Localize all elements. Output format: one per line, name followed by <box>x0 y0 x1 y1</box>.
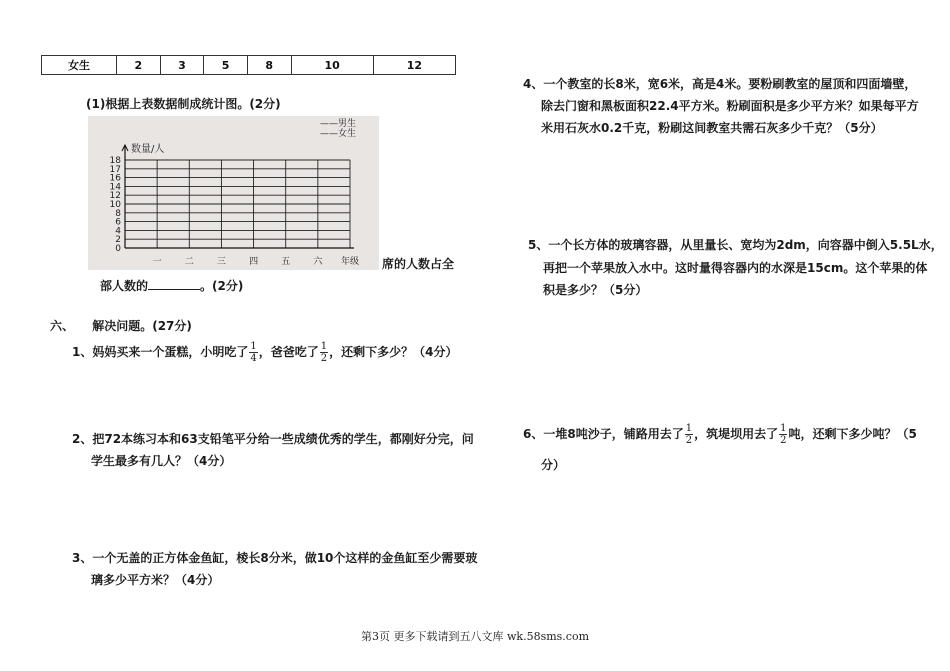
question-3-line-1: 3、一个无盖的正方体金鱼缸，棱长8分米，做10个这样的金鱼缸至少需要玻 <box>72 551 478 565</box>
grid-chart <box>88 116 379 270</box>
answer-blank[interactable] <box>148 277 200 290</box>
question-2-line-2: 学生最多有几人？（4分） <box>91 454 232 468</box>
question-1-text-c: ，还剩下多少？（4分） <box>329 345 458 359</box>
question-2-line-1: 2、把72本练习本和63支铅笔平分给一些成绩优秀的学生，都刚好分完，问 <box>72 432 474 446</box>
question-5r-line-1: 5、一个长方体的玻璃容器，从里量长、宽均为2dm，向容器中倒入5.5L水， <box>528 238 943 252</box>
x-tick-label: 一 <box>152 257 162 267</box>
legend-entry: ——女生 <box>320 129 357 139</box>
y-tick-label: 12 <box>109 191 121 202</box>
question-1 <box>72 340 457 364</box>
fraction-denominator: 4 <box>250 353 257 364</box>
question-5-part-2-a: 部人数的 <box>100 279 149 293</box>
data-table <box>41 55 456 75</box>
x-axis-label: 年级 <box>340 257 360 267</box>
section-6-title: 解决问题。(27分) <box>92 319 192 333</box>
question-4-line-1: 4、一个教室的长8米，宽6米，高是4米。要粉刷教室的屋顶和四面墙壁， <box>523 77 917 91</box>
question-6-line-2: 分） <box>541 458 566 472</box>
x-tick-label: 二 <box>184 257 194 267</box>
table-cell: 3 <box>160 56 204 75</box>
y-tick-label: 4 <box>115 226 121 237</box>
fraction <box>779 423 787 446</box>
fraction-numerator: 1 <box>250 341 257 352</box>
chart-svg <box>88 116 379 270</box>
y-tick-label: 17 <box>109 164 121 175</box>
question-5r-line-3: 积是多少？（5分） <box>543 283 648 297</box>
table-cell: 8 <box>247 56 291 75</box>
fraction-denominator: 2 <box>780 435 787 446</box>
section-6-number: 六、 <box>50 319 75 333</box>
y-tick-label: 10 <box>109 200 121 210</box>
fraction-denominator: 2 <box>320 353 328 364</box>
fraction-numerator: 1 <box>780 423 787 434</box>
y-tick-label: 14 <box>109 182 121 193</box>
y-tick-label: 18 <box>109 156 121 166</box>
question-6-text-a: 6、一堆8吨沙子，铺路用去了 <box>523 427 684 441</box>
table-row <box>42 56 456 75</box>
legend-entry: ——男生 <box>320 119 357 129</box>
question-4-line-3: 米用石灰水0.2千克，粉刷这间教室共需石灰多少千克？（5分） <box>541 121 883 135</box>
question-3-line-2: 璃多少平方米？（4分） <box>91 573 220 587</box>
y-tick-label: 0 <box>115 244 121 254</box>
y-axis-label: 数量/人 <box>131 144 165 155</box>
question-1-text-a: 1、妈妈买来一个蛋糕，小明吃了 <box>72 345 249 359</box>
question-5-part-1: (1)根据上表数据制成统计图。(2分) <box>86 97 281 111</box>
x-tick-label: 三 <box>216 257 226 267</box>
x-tick-label: 五 <box>281 257 291 267</box>
table-cell: 10 <box>291 56 373 75</box>
section-6-heading <box>50 314 192 338</box>
y-tick-label: 6 <box>115 217 121 228</box>
page-footer: 第3页 更多下载请到五八文库 wk.58sms.com <box>361 630 589 643</box>
question-5-part-2-tail: 席的人数占全 <box>382 257 455 271</box>
question-6-text-c: 吨，还剩下多少吨？（5 <box>788 427 917 441</box>
table-cell: 2 <box>117 56 161 75</box>
question-6-text-b: ，筑堤坝用去了 <box>694 427 779 441</box>
y-tick-label: 16 <box>109 173 121 184</box>
x-tick-label: 六 <box>313 257 323 267</box>
question-1-text-b: ，爸爸吃了 <box>258 345 319 359</box>
x-tick-label: 四 <box>249 257 259 267</box>
question-5-part-2-line2 <box>100 274 243 298</box>
fraction-numerator: 1 <box>685 423 693 434</box>
fraction-numerator: 1 <box>320 341 328 352</box>
table-cell: 5 <box>204 56 248 75</box>
table-cell: 12 <box>373 56 455 75</box>
fraction <box>685 423 693 446</box>
y-tick-label: 8 <box>115 208 121 219</box>
fraction <box>249 341 257 364</box>
fraction <box>320 341 328 364</box>
question-5-part-2-b: 。(2分) <box>200 279 244 293</box>
y-tick-label: 2 <box>115 235 121 246</box>
table-row-label: 女生 <box>42 56 117 75</box>
fraction-denominator: 2 <box>685 435 693 446</box>
question-5r-line-2: 再把一个苹果放入水中。这时量得容器内的水深是15cm。这个苹果的体 <box>543 261 928 275</box>
question-6 <box>523 422 917 446</box>
question-4-line-2: 除去门窗和黑板面积22.4平方米。粉刷面积是多少平方米？如果每平方 <box>541 99 919 113</box>
